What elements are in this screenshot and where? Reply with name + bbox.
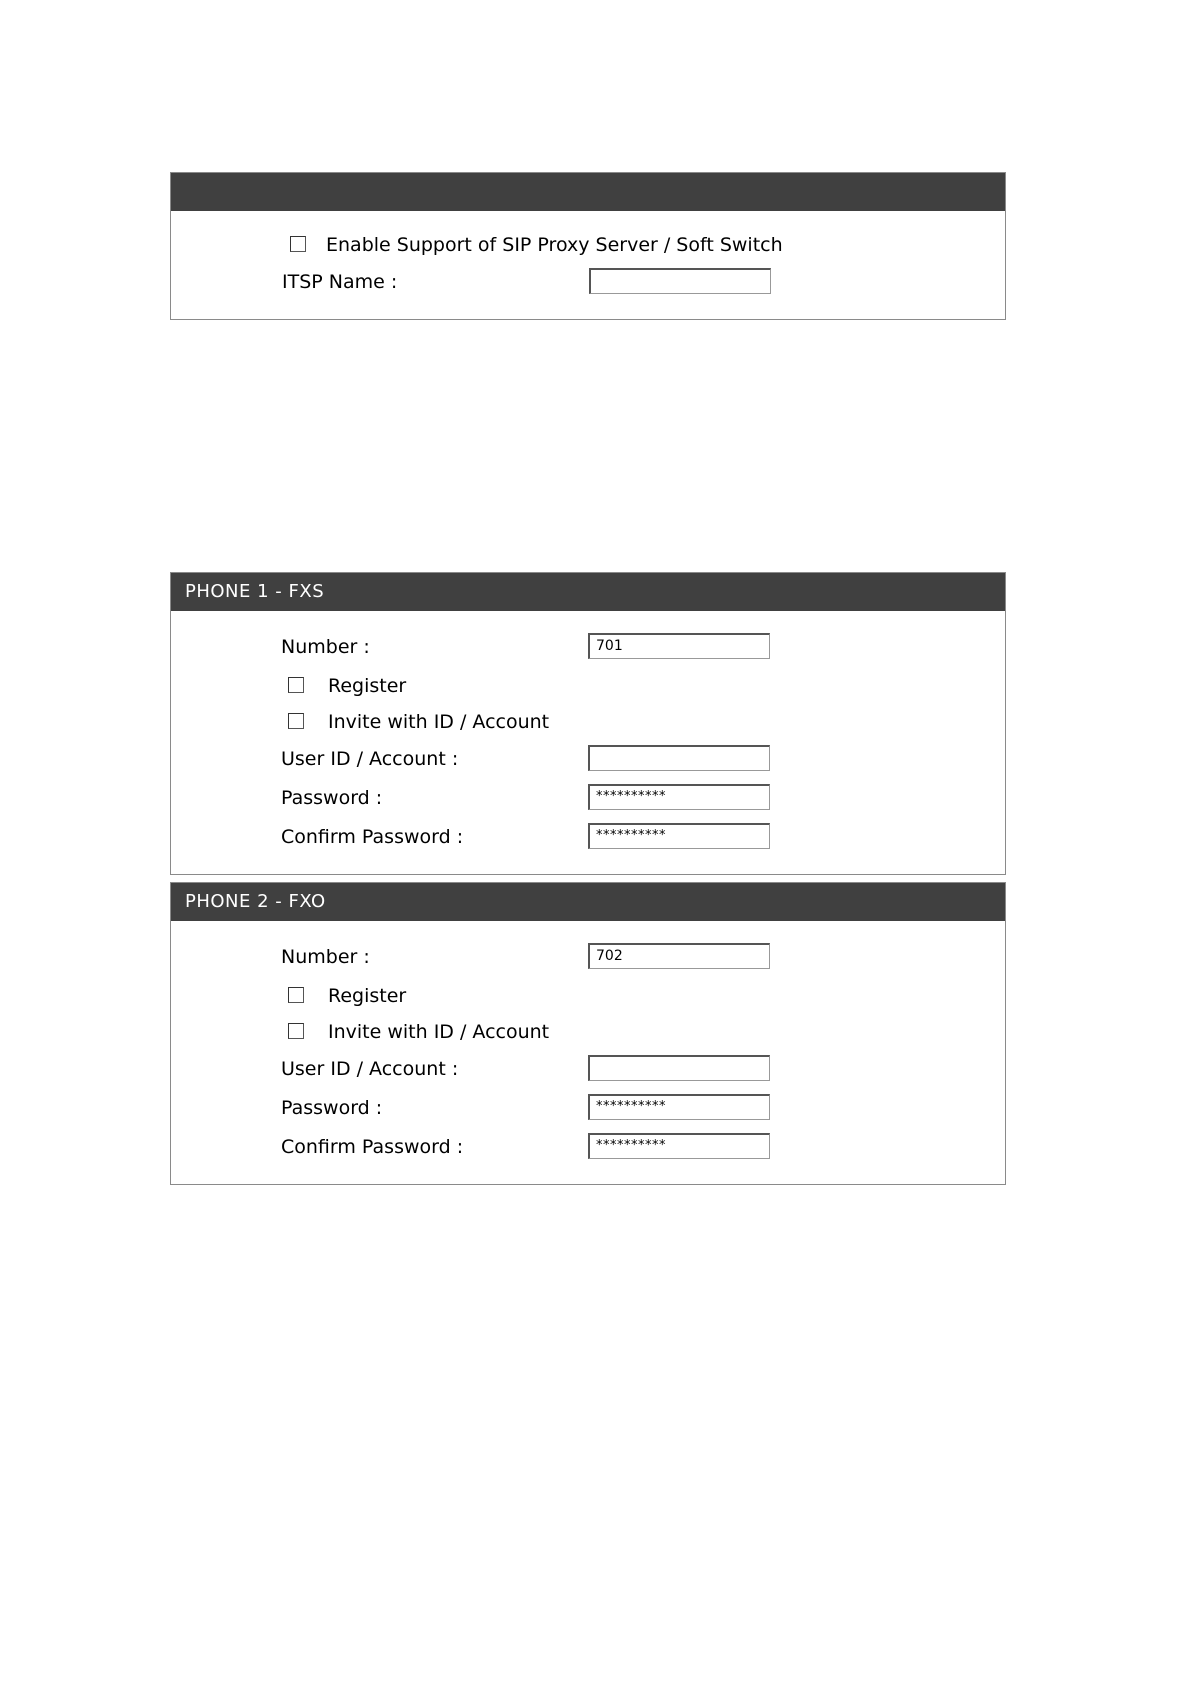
phone1-number-row bbox=[171, 632, 1005, 662]
phone1-invite-checkbox[interactable] bbox=[288, 713, 304, 729]
itsp-name-input[interactable] bbox=[589, 268, 771, 294]
phone2-header: PHONE 2 - FXO bbox=[171, 883, 1005, 921]
phone1-confirm-label: Confirm Password : bbox=[281, 826, 464, 848]
phone2-userid-row bbox=[171, 1054, 1005, 1084]
phone1-userid-input[interactable] bbox=[588, 745, 770, 771]
phone2-confirm-row bbox=[171, 1132, 1005, 1162]
phone1-password-label: Password : bbox=[281, 787, 383, 809]
phone1-userid-row bbox=[171, 744, 1005, 774]
phone2-invite-label: Invite with ID / Account bbox=[328, 1021, 550, 1043]
phone2-register-row bbox=[171, 981, 1005, 1011]
phone1-password-row bbox=[171, 783, 1005, 813]
phone2-password-row bbox=[171, 1093, 1005, 1123]
phone2-number-input[interactable]: 702 bbox=[588, 943, 770, 969]
phone2-number-row bbox=[171, 942, 1005, 972]
phone2-register-label: Register bbox=[328, 985, 407, 1007]
phone2-confirm-label: Confirm Password : bbox=[281, 1136, 464, 1158]
phone1-confirm-row bbox=[171, 822, 1005, 852]
phone2-panel bbox=[170, 882, 1006, 1185]
enable-sip-row bbox=[171, 230, 1005, 260]
phone2-userid-input[interactable] bbox=[588, 1055, 770, 1081]
phone1-panel bbox=[170, 572, 1006, 875]
sip-proxy-header bbox=[171, 173, 1005, 211]
phone2-number-label: Number : bbox=[281, 946, 370, 968]
itsp-name-label: ITSP Name : bbox=[282, 271, 398, 293]
phone1-number-input[interactable]: 701 bbox=[588, 633, 770, 659]
phone2-register-checkbox[interactable] bbox=[288, 987, 304, 1003]
phone1-register-row bbox=[171, 671, 1005, 701]
itsp-name-row bbox=[171, 267, 1005, 297]
phone1-header: PHONE 1 - FXS bbox=[171, 573, 1005, 611]
phone2-password-input[interactable]: ********** bbox=[588, 1094, 770, 1120]
enable-sip-checkbox[interactable] bbox=[290, 236, 306, 252]
phone2-confirm-input[interactable]: ********** bbox=[588, 1133, 770, 1159]
phone1-register-checkbox[interactable] bbox=[288, 677, 304, 693]
enable-sip-label: Enable Support of SIP Proxy Server / Soft Switch bbox=[326, 234, 783, 256]
phone2-invite-row bbox=[171, 1017, 1005, 1047]
phone1-invite-row bbox=[171, 707, 1005, 737]
phone2-invite-checkbox[interactable] bbox=[288, 1023, 304, 1039]
phone1-number-label: Number : bbox=[281, 636, 370, 658]
phone1-password-input[interactable]: ********** bbox=[588, 784, 770, 810]
phone2-userid-label: User ID / Account : bbox=[281, 1058, 459, 1080]
phone1-invite-label: Invite with ID / Account bbox=[328, 711, 550, 733]
phone2-password-label: Password : bbox=[281, 1097, 383, 1119]
phone1-confirm-input[interactable]: ********** bbox=[588, 823, 770, 849]
sip-proxy-panel bbox=[170, 172, 1006, 320]
phone1-userid-label: User ID / Account : bbox=[281, 748, 459, 770]
phone1-register-label: Register bbox=[328, 675, 407, 697]
